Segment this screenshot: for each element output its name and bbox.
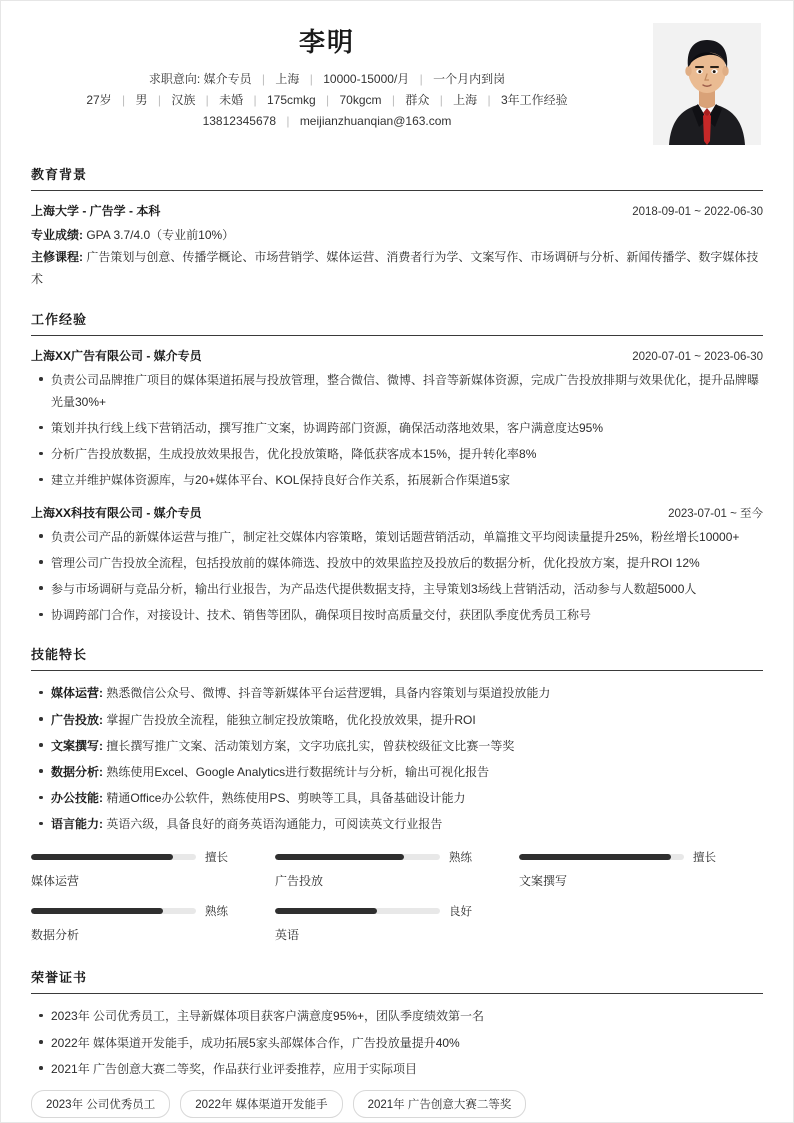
section-education: [31, 164, 763, 291]
skill-bar-item: [519, 849, 763, 889]
education-gpa-value: GPA 3.7/4.0（专业前10%）: [86, 228, 235, 243]
section-title-honors: 荣誉证书: [31, 970, 88, 986]
skill-bar-item: [31, 849, 275, 889]
work-company-role: 上海XX广告有限公司 - 媒介专员: [31, 348, 202, 363]
job-intent-label: 求职意向:: [148, 72, 201, 87]
skill-bar-row: [519, 849, 763, 865]
skill-bar-label: 英语: [274, 928, 299, 943]
skill-key: 文案撰写:: [51, 738, 103, 753]
skill-bar-level: 熟练: [205, 906, 228, 919]
skill-bar-label: 广告投放: [274, 874, 323, 889]
skill-bar-track: [31, 908, 196, 914]
skill-key: 广告投放:: [51, 712, 103, 727]
list-item: 分析广告投放数据，生成投放效果报告，优化投放策略，降低获客成本15%，提升转化率8%: [31, 443, 763, 465]
skill-bar-label: 文案撰写: [518, 874, 567, 889]
education-date-range: 2018-09-01 ~ 2022-06-30: [632, 206, 763, 219]
skill-bar-fill: [275, 854, 404, 860]
honors-chip-list: [31, 1090, 763, 1118]
work-bullet-list: [31, 526, 763, 627]
honor-chip[interactable]: 2021年 广告创意大赛二等奖: [353, 1090, 527, 1118]
section-title-education: 教育背景: [31, 167, 88, 183]
honor-chip[interactable]: 2023年 公司优秀员工: [31, 1090, 170, 1118]
work-entry: [31, 347, 763, 492]
list-item: [31, 682, 763, 704]
skill-bar-item: [31, 903, 275, 943]
list-item: 2023年 公司优秀员工，主导新媒体项目获客户满意度95%+，团队季度绩效第一名: [31, 1005, 763, 1027]
skill-bar-row: [275, 903, 519, 919]
list-item: 管理公司广告投放全流程，包括投放前的媒体筛选、投放中的效果监控及投放后的数据分析，优化投放方案，提升ROI 12%: [31, 552, 763, 574]
section-title-skills: 技能特长: [31, 647, 88, 663]
section-divider: [31, 190, 763, 191]
profile-weight: 70kgcm: [339, 93, 382, 108]
job-intent-salary: 10000-15000/月: [323, 72, 410, 87]
skill-key: 媒体运营:: [51, 686, 103, 701]
skill-bar-item: [275, 849, 519, 889]
skill-bar-fill: [31, 854, 173, 860]
list-item: 协调跨部门合作，对接设计、技术、销售等团队，确保项目按时高质量交付，获团队季度优秀员工称号: [31, 604, 763, 626]
contact-phone[interactable]: 13812345678: [202, 114, 276, 129]
profile-experience-years: 3年工作经验: [500, 93, 568, 108]
list-item: [31, 735, 763, 757]
separator-icon: |: [261, 72, 266, 87]
work-company-role: 上海XX科技有限公司 - 媒介专员: [31, 505, 202, 520]
resume-header: [31, 17, 763, 146]
list-item: 2021年 广告创意大赛二等奖，作品获行业评委推荐，应用于实际项目: [31, 1058, 763, 1080]
list-item: 2022年 媒体渠道开发能手，成功拓展5家头部媒体合作，广告投放量提升40%: [31, 1032, 763, 1054]
skill-bar-track: [275, 854, 440, 860]
skill-bar-row: [275, 849, 519, 865]
contact-line: [31, 111, 623, 132]
list-item: 建立并维护媒体资源库，与20+媒体平台、KOL保持良好合作关系，拓展新合作渠道5家: [31, 469, 763, 491]
skill-desc: 精通Office办公软件，熟练使用PS、剪映等工具，具备基础设计能力: [106, 791, 466, 806]
separator-icon: |: [439, 93, 443, 108]
skill-bar-level: 熟练: [448, 852, 472, 865]
entry-header: [31, 202, 763, 219]
work-entry: [31, 504, 763, 627]
skill-bar-track: [519, 854, 684, 860]
list-item: [31, 813, 763, 835]
skill-key: 数据分析:: [51, 764, 103, 779]
section-work-experience: [31, 309, 763, 627]
avatar: [653, 23, 761, 145]
separator-icon: |: [391, 93, 395, 108]
section-divider: [31, 670, 763, 671]
profile-age: 27岁: [86, 93, 112, 108]
skill-bar-row: [31, 903, 275, 919]
skill-bar-fill: [519, 854, 671, 860]
portrait-illustration-icon: [653, 23, 761, 145]
separator-icon: |: [286, 114, 290, 129]
skill-bar-fill: [275, 908, 377, 914]
job-intent-availability: 一个月内到岗: [433, 72, 506, 87]
section-divider: [31, 335, 763, 336]
skill-bar-row: [31, 849, 275, 865]
skill-bar-track: [275, 908, 440, 914]
profile-location: 上海: [453, 93, 478, 108]
skill-desc: 熟练使用Excel、Google Analytics进行数据统计与分析，输出可视化报告: [106, 764, 490, 779]
skill-key: 办公技能:: [51, 791, 103, 806]
separator-icon: |: [157, 93, 161, 108]
separator-icon: |: [326, 93, 330, 108]
education-entry: [31, 202, 763, 291]
skill-bar-level: 擅长: [205, 852, 228, 865]
work-bullet-list: [31, 369, 763, 492]
entry-header: [31, 347, 763, 364]
entry-header: [31, 504, 763, 521]
personal-profile-line: [31, 90, 623, 111]
separator-icon: |: [122, 93, 126, 108]
skill-desc: 英语六级，具备良好的商务英语沟通能力，可阅读英文行业报告: [106, 817, 443, 832]
profile-political-status: 群众: [405, 93, 430, 108]
separator-icon: |: [309, 72, 313, 87]
section-title-work: 工作经验: [31, 311, 88, 327]
skill-desc: 擅长撰写推广文案、活动策划方案，文字功底扎实，曾获校级征文比赛一等奖: [106, 738, 515, 753]
section-honors: [31, 967, 763, 1118]
page-title: 李明: [298, 27, 355, 57]
separator-icon: |: [419, 72, 423, 87]
list-item: [31, 787, 763, 809]
skill-desc: 掌握广告投放全流程，能独立制定投放策略，优化投放效果，提升ROI: [106, 712, 476, 727]
job-intent-city: 上海: [275, 72, 300, 87]
skill-bar-label: 数据分析: [31, 928, 80, 943]
section-skills: [31, 644, 763, 957]
work-date-range: 2023-07-01 ~ 至今: [668, 507, 763, 520]
skill-bar-fill: [31, 908, 163, 914]
profile-height: 175cmkg: [266, 93, 316, 108]
separator-icon: |: [253, 93, 257, 108]
list-item: 负责公司产品的新媒体运营与推广，制定社交媒体内容策略，策划话题营销活动，单篇推文平均阅读量提升25%，粉丝增长10000+: [31, 526, 763, 548]
skill-bar-item: [275, 903, 519, 943]
skills-bullet-list: [31, 682, 763, 835]
separator-icon: |: [487, 93, 491, 108]
skill-desc: 熟悉微信公众号、微博、抖音等新媒体平台运营逻辑，具备内容策划与渠道投放能力: [106, 686, 551, 701]
list-item: 策划并执行线上线下营销活动，撰写推广文案，协调跨部门资源，确保活动落地效果，客户满意度达95%: [31, 417, 763, 439]
education-school-major-degree: 上海大学 - 广告学 - 本科: [31, 204, 161, 219]
education-courses-value: 广告策划与创意、传播学概论、市场营销学、媒体运营、消费者行为学、文案写作、市场调研与分析、新闻传播学、数字媒体技术: [31, 250, 759, 287]
work-date-range: 2020-07-01 ~ 2023-06-30: [632, 350, 763, 363]
skill-bar-label: 媒体运营: [31, 874, 80, 889]
contact-email[interactable]: meijianzhuanqian@163.com: [299, 114, 452, 129]
profile-ethnicity: 汉族: [171, 93, 196, 108]
list-item: [31, 709, 763, 731]
education-gpa-label: 专业成绩:: [31, 228, 83, 243]
skill-bar-level: 良好: [448, 906, 472, 919]
skill-bar-level: 擅长: [692, 852, 716, 865]
skill-bar-track: [31, 854, 196, 860]
education-gpa-line: [31, 224, 763, 246]
job-intent-line: [31, 69, 623, 90]
education-courses-label: 主修课程:: [31, 250, 83, 265]
separator-icon: |: [205, 93, 209, 108]
honors-bullet-list: [31, 1005, 763, 1080]
list-item: 参与市场调研与竞品分析，输出行业报告，为产品迭代提供数据支持，主导策划3场线上营销活动，活动参与人数超5000人: [31, 578, 763, 600]
skill-proficiency-bars: [31, 849, 763, 957]
profile-marital-status: 未婚: [219, 93, 244, 108]
profile-gender: 男: [135, 93, 148, 108]
list-item: 负责公司品牌推广项目的媒体渠道拓展与投放管理，整合微信、微博、抖音等新媒体资源，完成广告投放排期与效果优化，提升品牌曝光量30%+: [31, 369, 763, 413]
section-divider: [31, 993, 763, 994]
education-courses-line: [31, 246, 763, 290]
job-intent-position: 媒介专员: [203, 72, 252, 87]
skill-key: 语言能力:: [51, 817, 103, 832]
list-item: [31, 761, 763, 783]
honor-chip[interactable]: 2022年 媒体渠道开发能手: [180, 1090, 342, 1118]
